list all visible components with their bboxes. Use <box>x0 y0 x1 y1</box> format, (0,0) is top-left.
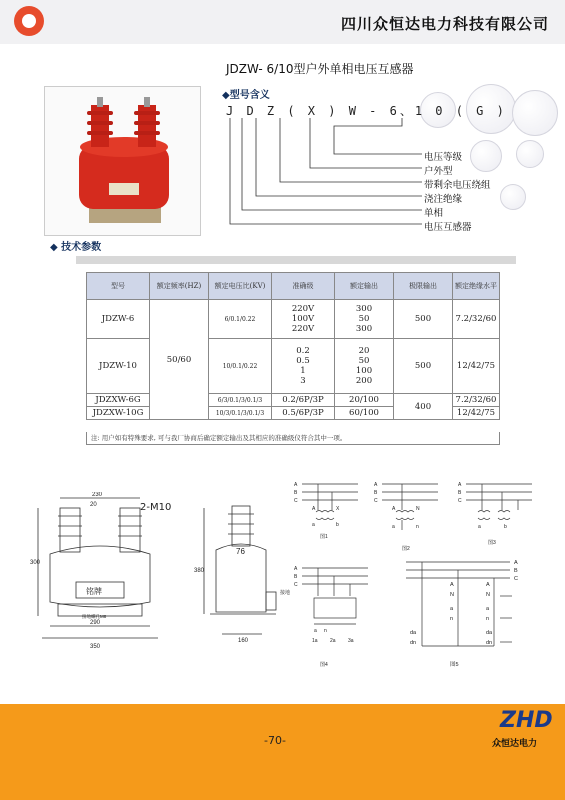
svg-text:C: C <box>514 576 518 582</box>
svg-text:A: A <box>294 566 298 572</box>
svg-text:dn: dn <box>486 640 493 646</box>
meaning-voltage-level: 电压等级 <box>424 152 463 163</box>
svg-text:a: a <box>312 522 315 528</box>
svg-text:A: A <box>294 482 298 488</box>
table-row <box>87 394 500 407</box>
table-cell: 6/3/0.1/3/0.1/3 <box>209 394 272 407</box>
svg-text:X: X <box>336 506 340 512</box>
svg-text:A: A <box>450 582 454 588</box>
table-cell: JDZXW-10G <box>87 407 150 420</box>
svg-text:B: B <box>294 490 298 496</box>
dim-top: 230 <box>92 492 103 498</box>
svg-text:2a: 2a <box>330 638 336 644</box>
svg-text:B: B <box>514 568 518 574</box>
table-cell: 0.2/6P/3P <box>272 394 335 407</box>
ground-label: 接地 <box>280 590 291 596</box>
model-meaning-leaders <box>226 118 426 232</box>
table-cell: 500 <box>394 339 453 394</box>
svg-text:n: n <box>324 628 327 634</box>
table-header: 额定输出 <box>335 273 394 300</box>
model-meaning-heading: ◆型号含义 <box>222 90 270 101</box>
bubble-decoration <box>512 90 558 136</box>
outline-drawing-side <box>192 502 302 652</box>
table-header: 型号 <box>87 273 150 300</box>
svg-text:a: a <box>486 606 490 612</box>
svg-text:dn: dn <box>410 640 417 646</box>
meaning-voltage-transformer: 电压互感器 <box>424 222 472 233</box>
fig3-caption: 图3 <box>488 540 496 546</box>
tech-heading: ◆ 技术参数 <box>50 242 102 253</box>
meaning-cast-insulation: 浇注绝缘 <box>424 194 463 205</box>
outline-drawing-front <box>30 492 190 662</box>
dim-380: 380 <box>194 568 205 574</box>
table-note: 注: 用户如有特殊要求, 可与我厂协商后确定额定输出及其相应的准确级仪符合其中一项。 <box>86 432 500 445</box>
svg-text:A: A <box>458 482 462 488</box>
thread-label: 2-M10 <box>140 502 172 513</box>
table-row <box>87 300 500 339</box>
svg-text:B: B <box>294 574 298 580</box>
meaning-outdoor: 户外型 <box>424 166 453 177</box>
svg-text:a: a <box>450 606 454 612</box>
section-divider <box>76 256 516 264</box>
bubble-decoration <box>470 140 502 172</box>
svg-text:1a: 1a <box>312 638 318 644</box>
table-cell: 7.2/32/60 <box>453 394 500 407</box>
svg-text:a: a <box>314 628 317 634</box>
table-cell: 0.2 0.5 1 3 <box>272 339 335 394</box>
dim-160: 160 <box>238 638 249 644</box>
wiring-fig4 <box>292 562 372 672</box>
table-cell: JDZW-10 <box>87 339 150 394</box>
table-cell: 300 50 300 <box>335 300 394 339</box>
svg-text:a: a <box>478 524 481 530</box>
meaning-single-phase: 单相 <box>424 208 444 219</box>
svg-text:B: B <box>374 490 378 496</box>
svg-text:C: C <box>294 582 298 588</box>
company-name: 四川众恒达电力科技有限公司 <box>340 15 549 33</box>
table-cell: 220V 100V 220V <box>272 300 335 339</box>
table-cell: 60/100 <box>335 407 394 420</box>
fig1-caption: 图1 <box>320 534 328 540</box>
svg-text:b: b <box>504 524 507 530</box>
dim-20: 20 <box>90 502 97 508</box>
wiring-fig1 <box>292 478 362 540</box>
table-header: 极限输出 <box>394 273 453 300</box>
svg-text:A: A <box>374 482 378 488</box>
brand-logo: ZHD <box>500 708 553 733</box>
dim-height: 300 <box>30 560 41 566</box>
product-photo <box>44 86 201 236</box>
svg-text:N: N <box>450 592 454 598</box>
svg-text:C: C <box>458 498 462 504</box>
dim-bottom1: 290 <box>90 620 101 626</box>
svg-text:da: da <box>410 630 417 636</box>
svg-text:b: b <box>336 522 339 528</box>
svg-text:C: C <box>294 498 298 504</box>
fig5-caption: 图5 <box>450 662 459 668</box>
model-code: J D Z ( X ) W - 6、1 0 ( G ) <box>226 104 507 118</box>
table-header: 准确级 <box>272 273 335 300</box>
fig2-caption: 图2 <box>402 546 410 552</box>
table-cell: 12/42/75 <box>453 339 500 394</box>
table-header-row <box>87 273 500 300</box>
footer-band <box>0 704 565 800</box>
page-number: -70- <box>264 734 286 747</box>
svg-text:3a: 3a <box>348 638 354 644</box>
table-cell: 7.2/32/60 <box>453 300 500 339</box>
dim-76: 76 <box>236 547 245 556</box>
svg-text:C: C <box>374 498 378 504</box>
nameplate-label: 铭牌 <box>86 587 102 596</box>
bolt-note: 接地螺孔M8 <box>82 614 107 619</box>
svg-text:N: N <box>416 506 420 512</box>
page-title: JDZW- 6/10型户外单相电压互感器 <box>226 62 414 76</box>
svg-text:a: a <box>392 524 395 530</box>
wiring-fig3 <box>456 478 536 550</box>
spec-table <box>86 272 500 420</box>
table-cell: 500 <box>394 300 453 339</box>
table-header: 额定绝缘水平 <box>453 273 500 300</box>
svg-text:n: n <box>486 616 490 622</box>
meaning-residual-winding: 带剩余电压绕组 <box>424 180 491 191</box>
wiring-fig2 <box>372 478 442 554</box>
table-cell: 50/60 <box>150 300 209 420</box>
svg-text:A: A <box>514 560 518 566</box>
table-cell: 10/3/0.1/3/0.1/3 <box>209 407 272 420</box>
table-cell: 20/100 <box>335 394 394 407</box>
bubble-decoration <box>500 184 526 210</box>
table-header: 额定电压比(KV) <box>209 273 272 300</box>
company-logo-icon <box>14 6 44 36</box>
table-cell: 400 <box>394 394 453 420</box>
brand-subtitle: 众恒达电力 <box>492 739 538 749</box>
svg-text:n: n <box>416 524 419 530</box>
svg-text:B: B <box>458 490 462 496</box>
svg-text:A: A <box>392 506 396 512</box>
table-row <box>87 339 500 394</box>
svg-text:N: N <box>486 592 490 598</box>
wiring-fig5 <box>400 556 530 670</box>
svg-text:A: A <box>312 506 316 512</box>
svg-text:A: A <box>486 582 490 588</box>
bubble-decoration <box>516 140 544 168</box>
table-header: 额定频率(HZ) <box>150 273 209 300</box>
table-cell: 20 50 100 200 <box>335 339 394 394</box>
table-cell: JDZW-6 <box>87 300 150 339</box>
table-cell: 10/0.1/0.22 <box>209 339 272 394</box>
svg-text:da: da <box>486 630 493 636</box>
dim-bottom2: 350 <box>90 644 101 650</box>
table-cell: 0.5/6P/3P <box>272 407 335 420</box>
svg-text:n: n <box>450 616 454 622</box>
table-cell: JDZXW-6G <box>87 394 150 407</box>
fig4-caption: 图4 <box>320 662 328 668</box>
table-cell: 12/42/75 <box>453 407 500 420</box>
table-cell: 6/0.1/0.22 <box>209 300 272 339</box>
